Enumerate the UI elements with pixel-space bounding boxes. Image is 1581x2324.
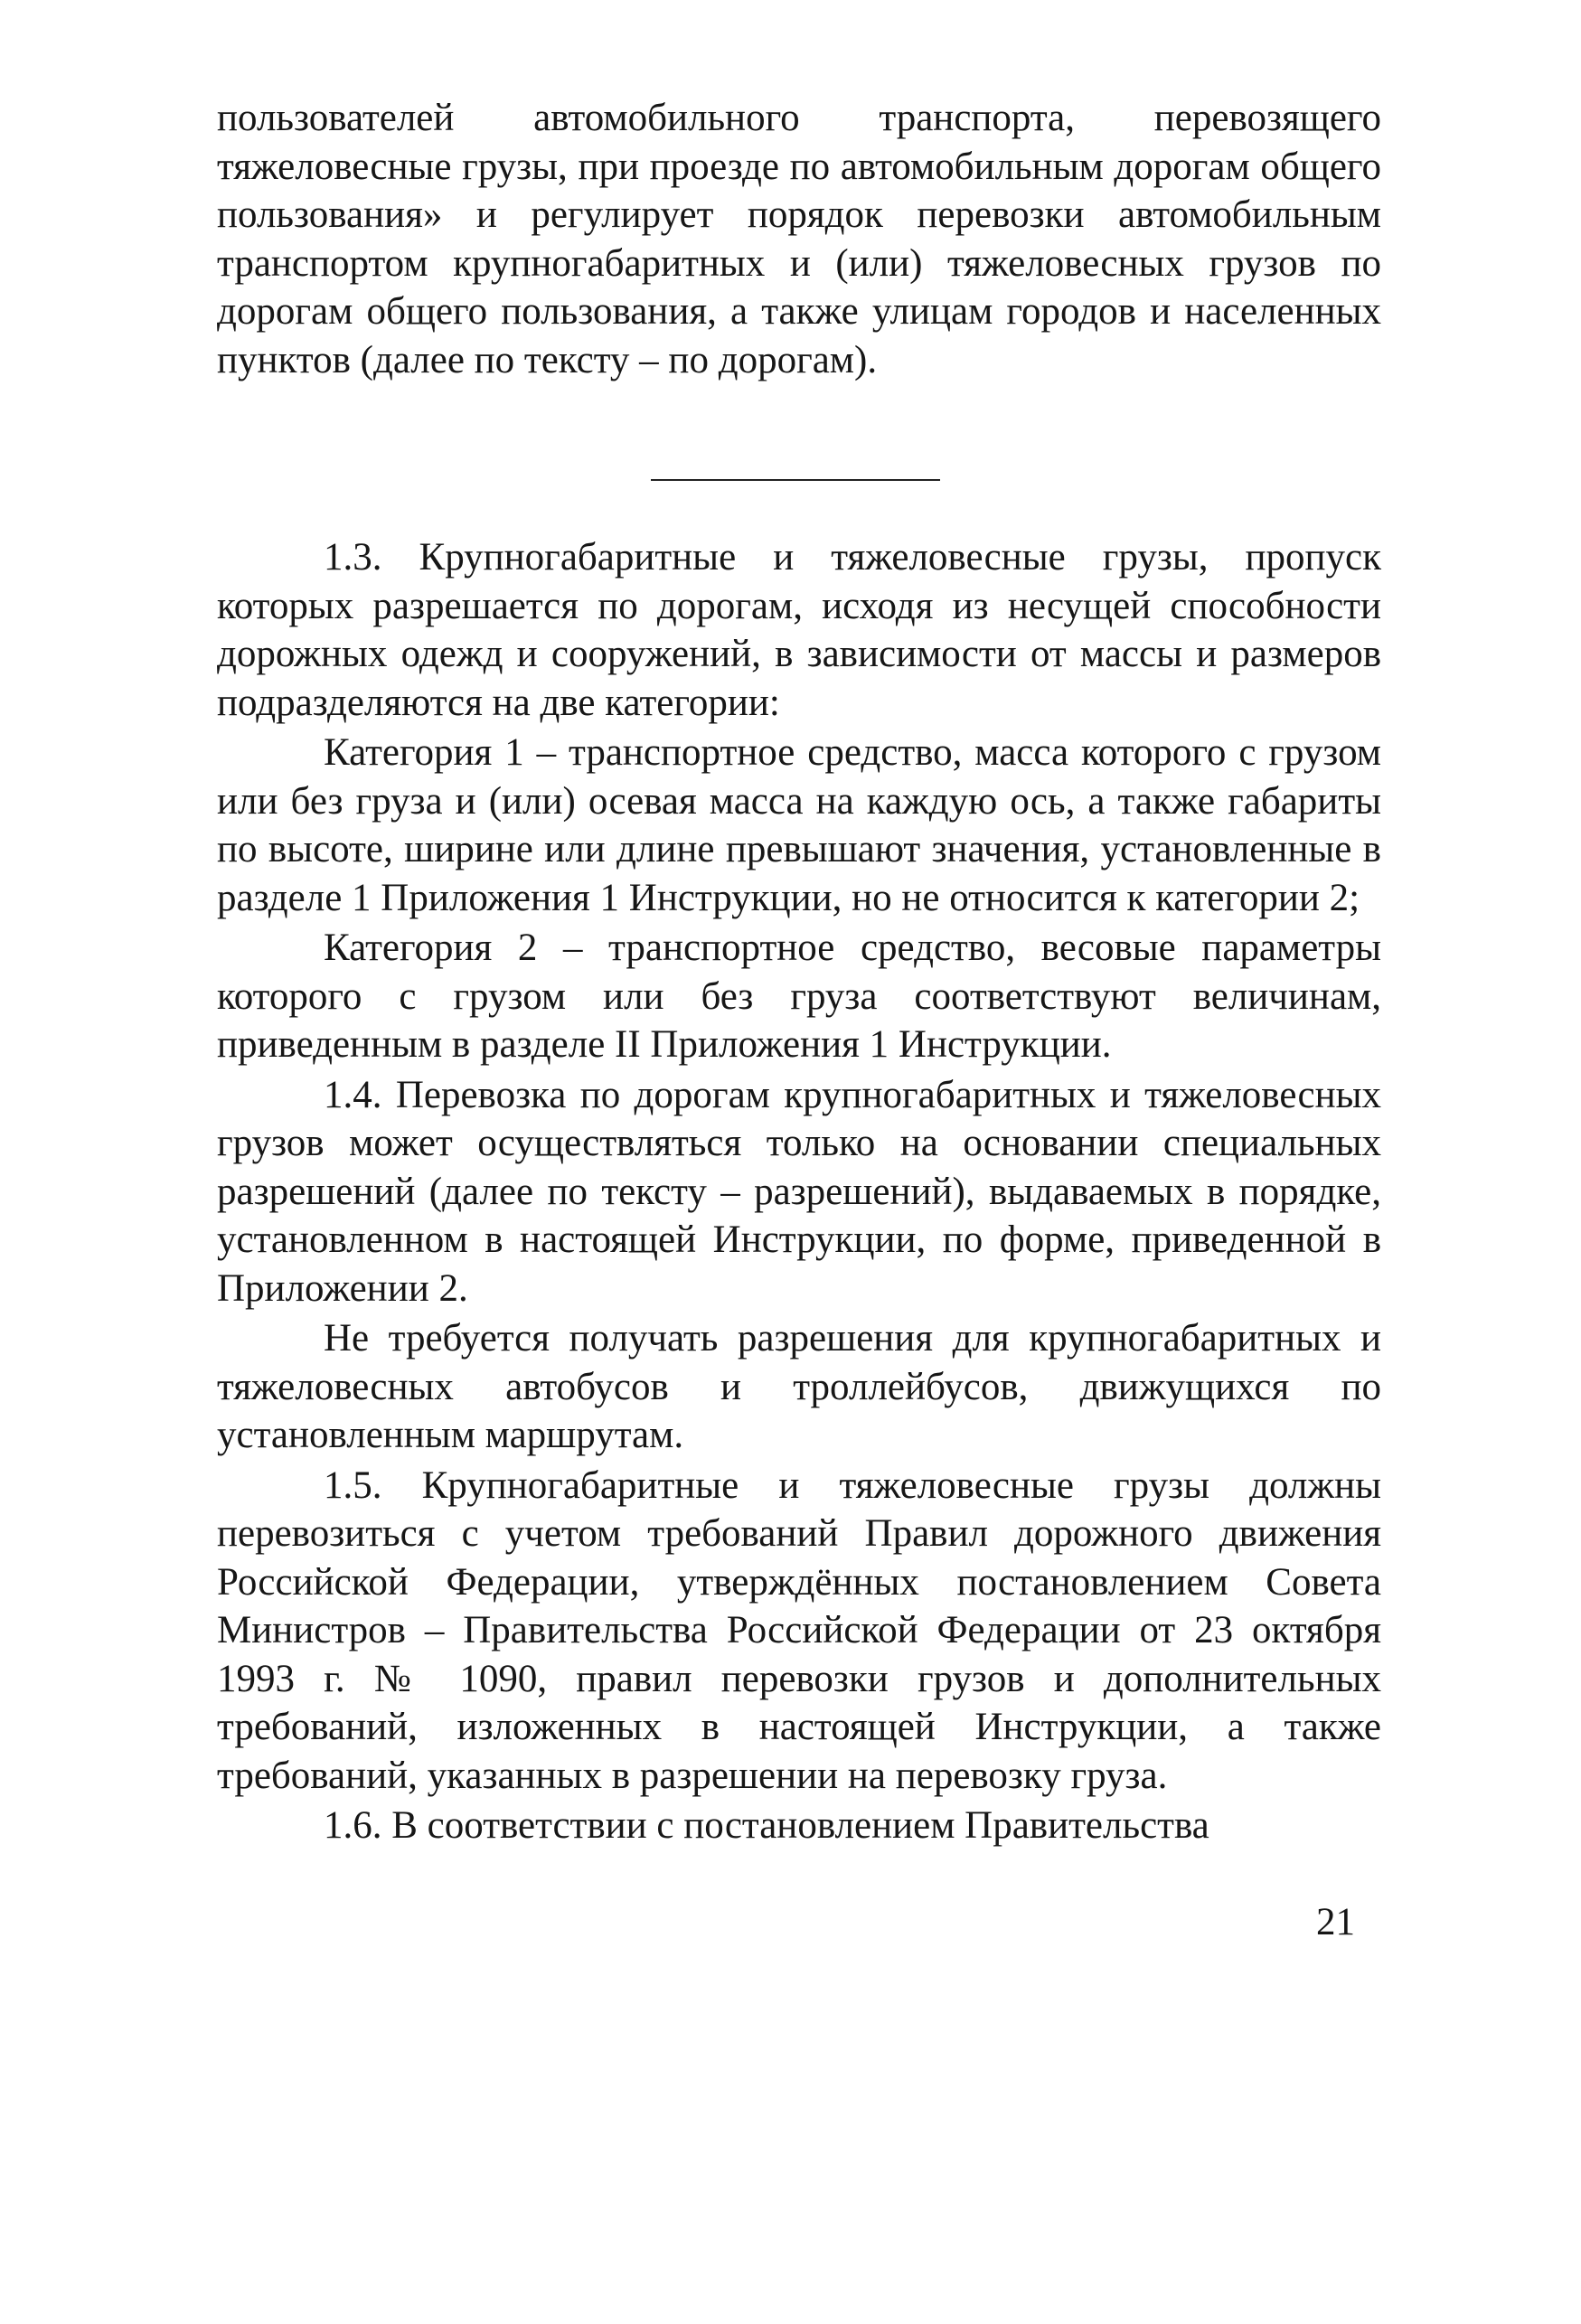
- intro-paragraph: пользователей автомобильного транспорта, перевозящего тяжеловесные грузы, при проезде по автомобильным дорогам общего пользования» и регулирует порядок перевозки автомобильным транспортом крупногабаритных и (или) тяжеловесных грузов по дорогам общего пользования, а также улицам городов и населенных пунктов (далее по тексту – по дорогам).: [217, 97, 1381, 381]
- paragraph-1-6: 1.6. В соответствии с постановлением Правительства: [324, 1804, 1209, 1847]
- paragraph-category-1: Категория 1 – транспортное средство, масса которого с грузом или без груза и (или) осевая масса на каждую ось, а также габариты по высоте, ширине или длине превышают значения, установленные в разделе 1 Приложения 1 Инструкции, но не относится к категории 2;: [217, 731, 1381, 919]
- section-divider: [651, 479, 940, 481]
- paragraph-1-4: 1.4. Перевозка по дорогам крупногабаритных и тяжеловесных грузов может осуществляться только на основании специальных разрешений (далее по тексту – разрешений), выдаваемых в порядке, установленном в настоящей Инструкции, по форме, приведенной в Приложении 2.: [217, 1073, 1381, 1310]
- paragraph-1-3: 1.3. Крупногабаритные и тяжеловесные грузы, пропуск которых разрешается по дорогам, исходя из несущей способности дорожных одежд и сооружений, в зависимости от массы и размеров подразделяются на две категории:: [217, 536, 1381, 724]
- paragraph-category-2: Категория 2 – транспортное средство, весовые параметры которого с грузом или без груза соответствуют величинам, приведенным в разделе II Приложения 1 Инструкции.: [217, 927, 1381, 1066]
- intro-text-block: [217, 94, 1381, 384]
- main-text-block: [217, 533, 1381, 1850]
- paragraph-no-permit: Не требуется получать разрешения для крупногабаритных и тяжеловесных автобусов и троллейбусов, движущихся по установленным маршрутам.: [217, 1317, 1381, 1456]
- page-number: 21: [1316, 1901, 1355, 1943]
- paragraph-1-5: 1.5. Крупногабаритные и тяжеловесные грузы должны перевозиться с учетом требований Правил дорожного движения Российской Федерации, утверждённых постановлением Совета Министров – Правительства Российской Федерации от 23 октября 1993 г. № 1090, правил перевозки грузов и дополнительных требований, изложенных в настоящей Инструкции, а также требований, указанных в разрешении на перевозку груза.: [217, 1463, 1381, 1797]
